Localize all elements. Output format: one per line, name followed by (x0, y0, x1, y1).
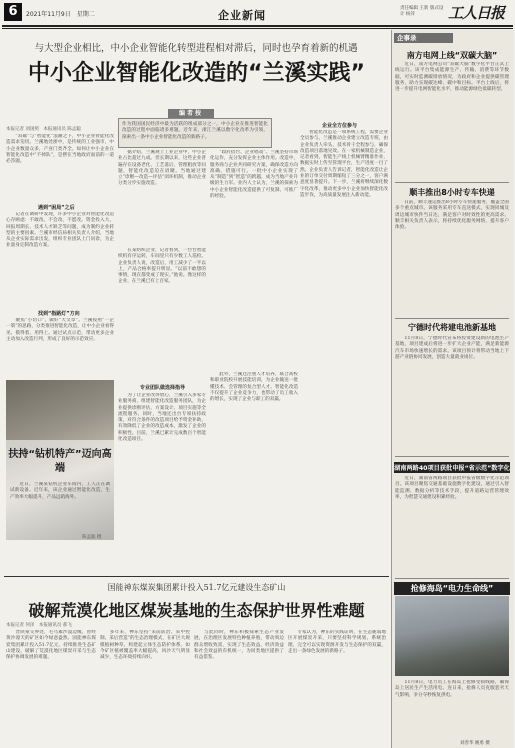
sidebar-item-text: 日前，顺丰速运推出8小时专车快递服务，覆盖全国多个重点城市。该服务采用专车直送模式，实现同城及周边城市快件当日达，满足客户对时效性的更高需求。顺丰相关负责人表示，将持续优化服务网络，提升客户体验。 (395, 200, 509, 231)
col1-subhead-2: 找到“指路灯”方向 (38, 311, 80, 317)
col1-subhead: 遇到“困局”之后 (38, 205, 75, 211)
editor-credits: 责任编辑 王新 版式设计 杨萍 (400, 6, 444, 17)
sidebar-divider (395, 456, 509, 457)
col2-text-block: 据介绍，兰溪规上工业企业中，中小企业占比超过九成。但长期以来，这些企业普遍存在设备老化、工艺落后、管理粗放等问题，智能化改造迫在眉睫。当地通过建立“诊断—改造—评估”闭环机制，推动企业分类分步实施改造。 (118, 150, 206, 187)
editor-note-text: 作为我国国民经济中最为活跃的组成部分之一，中小企业在推进智能化改造的过程中面临诸多难题。近年来，浙江兰溪以数字化改革为引领，探索出一条中小企业智能化改造的新路子。 (122, 122, 268, 140)
s2-col2: 多年来，神东坚持“采前防治、采中控制、采后营造”的生态治理模式，在矿区大规模植树种草，构建起立体生态防护体系。如今矿区植被覆盖率大幅提高，风沙天气明显减少，生态环境持续向好。 (100, 630, 190, 661)
col3-text-block-2: 此外，兰溪还注重人才培养，联合高校和职业院校开展技能培训，为企业输送一批懂技术、会管理的复合型人才。智能化改造不仅提升了企业竞争力，也带动了员工收入的增长，实现了企业与职工的双赢。 (210, 372, 298, 403)
editor-note-box (118, 118, 272, 148)
sidebar-item-text: 近日，湖南省两路项目获批申报省级数字化示范项目。该项目聚焦交通基础设施数字化建设，通过引入智能监测、数据分析等技术手段，提升道路运营管理效率，为智慧交通建设积累经验。 (395, 476, 509, 500)
sidebar-item-title: 宁德时代将建电池新基地 (408, 323, 496, 332)
sidebar-item-text: 11月8日，电力员工在海岛上抢修受损线路，确保岛上居民生产生活用电。连日来，抢修人员克服恶劣天气影响，争分夺秒恢复供电。 (395, 680, 509, 698)
col4-subhead: 企业全方位参与 (322, 123, 358, 129)
main-story-lede: 与大型企业相比，中小企业智能化转型进程相对滞后，同时也孕育着新的机遇 (34, 43, 358, 54)
sidebar-item-text: 11月8日，宁德时代宣布将投资建设新的电池生产基地，项目建成后将进一步扩大企业产能，满足新能源汽车市场快速增长的需求。该项目预计将带动当地上下游产业链协同发展，创造大量就业岗位。 (395, 336, 509, 360)
col2-text-block-3: 为了让企业改得放心，兰溪引入多家专业服务商，组建智能化改造服务团队，为企业提供诊断评估、方案设计、项目实施等全流程服务。同时，当地还出台专项扶持政策，对符合条件的改造项目给予资金补助，有效降低了企业的改造成本，激发了企业的积极性。目前，兰溪已累计完成数百个智能化改造项目。 (118, 393, 206, 443)
second-story-kicker: 国能神东煤炭集团累计投入51.7亿元建设生态矿山 (107, 583, 286, 592)
col2-text-block-2: 在某纺织企业，记者看到，一台台智能织机有序运转，车间里只有少数工人巡检。企业负责人说，改造后，用工减少了一半以上，产品合格率提升明显。“以前不敢想的事情，现在都变成了现实。”他说。像这样的企业，在兰溪已有上百家。 (118, 248, 206, 285)
s2-col3: 与此同时，神东积极探索生态产业发展，在治理区发展特色种植养殖，带动周边群众增收致富，实现了生态效益、经济效益和社会效益的有机统一，为同类地区提供了有益借鉴。 (194, 630, 284, 661)
power-repair-photo (395, 596, 509, 676)
sidebar-divider (395, 578, 509, 579)
page-number: 6 (4, 3, 22, 21)
second-story-byline: 本报记者 何泽 本报通讯员 郝飞 (6, 623, 72, 628)
s2-col1: 晋陕蒙交界处，毛乌素沙漠边缘，曾经黄沙漫天的矿区如今绿意盎然。国能神东煤炭集团累计投入51.7亿元，持续推进生态矿山建设，破解了荒漠化地区煤炭开采与生态保护协调发展的难题。 (6, 630, 96, 661)
story-divider (4, 576, 389, 577)
sidebar-item-title: 南方电网上线“双碳大脑” (406, 51, 498, 60)
col1-text-block: “双碳”与“智能化”浪潮之下，中小企业智能化改造需求迫切。兰溪地处浙中，是传统的工业强市，中小企业数量众多，产业门类齐全。如何让中小企业在智能化改造中“不掉队”，是摆在当地政府面前的一道必答题。 (6, 134, 114, 165)
photo-credit: 陈孟聪 摄 (82, 535, 102, 540)
sidebar-item-title: 抢修海岛“电力生命线” (394, 582, 510, 595)
sidebar-divider (395, 318, 509, 319)
issue-date: 2021年11月9日 星期二 (26, 11, 95, 18)
sidebar-photo-credit: 刘善华 姚勇 摄 (460, 741, 490, 746)
editor-note-title: 编者按 (168, 109, 214, 118)
section-title: 企业新闻 (218, 9, 266, 22)
main-story-byline: 本报记者 刘国照 本报通讯员 陈孟聪 (6, 127, 81, 132)
col4-text-block: 智能化改造是一项系统工程，需要企业全员参与。兰溪推动企业建立改造专班，由企业负责人牵头，技术骨干全程参与，确保改造项目落地见效。在一家机械制造企业，记者看到，智能生产线上机械臂精准作业，数据实时上传至管理平台，生产进度一目了然。企业负责人告诉记者，智能化改造让企业的订单交付周期缩短了三分之一，客户满意度显著提升。下一步，兰溪将继续深化数字化改革，推动更多中小企业加快智能化改造步伐，为高质量发展注入新动能。 (300, 130, 388, 198)
sidebar-tag: 企事录 (394, 33, 453, 43)
second-story-headline: 破解荒漠化地区煤炭基地的生态保护世界性难题 (28, 601, 365, 620)
sidebar-item-title: 湖南两路40项目获批申报“省示范”数字化 (394, 462, 510, 473)
sidebar-item-text: 近日，南方电网公司“双碳大脑”数字化平台正式上线运行。该平台集成能源生产、传输、消费等环节数据，可实时监测碳排放情况，为政府和企业提供碳管理服务，助力实现碳达峰、碳中和目标。平台上线后，将进一步提升电网智能化水平，推动能源绿色低碳转型。 (395, 62, 509, 93)
col3-text-block: “政府搭台、企业唱戏”。兰溪坚持市场化运作，充分发挥企业主体作用。改造中，服务商与企业共同研究方案，确保改造方向准确、措施可行。一批中小企业实现了从“制造”到“智造”的跨越，成为当地产业升级的生力军。业内人士认为，兰溪的探索为中小企业智能化改造提供了可复制、可推广的经验。 (210, 150, 298, 200)
col1-text-block-2: 记者在调研中发现，许多中小企业对智能化改造心存顾虑：不敢改、不会改、不愿改。资金投入大、回报周期长、技术人才缺乏等问题，成为制约企业转型的主要因素。兰溪市经信局相关负责人介绍，当地从企业实际需求出发，组织专业团队上门问诊，为企业量身定制改造方案。 (6, 212, 114, 249)
s2-col4: 专家认为，神东的实践证明，在生态脆弱地区开展煤炭开采，只要坚持科学规划、系统治理，完全可以实现资源开发与生态保护的双赢，走出一条绿色发展的新路子。 (288, 630, 386, 654)
photo-caption-title: 扶持“钻机特产”迈向高端 (8, 449, 112, 474)
header-rule-thin (2, 28, 513, 29)
masthead-logo: 工人日报 (448, 4, 505, 22)
header-rule (2, 25, 513, 27)
sidebar-divider (395, 182, 509, 183)
main-story-headline: 中小企业智能化改造的“兰溪实践” (28, 61, 365, 86)
photo-caption-text: 近日，兰溪某钻机企业车间内，工人正在调试新设备。近年来，该企业通过智能化改造，生产效率大幅提升，产品远销海外。 (10, 482, 110, 500)
sidebar-item-title: 顺丰推出8小时专车快递 (409, 188, 495, 197)
col1-text-block-3: 聚焦“小切口”，做好“大文章”。兰溪按照“一企一策”的思路，分类推进智能化改造，让中小企业看得见、摸得着、用得上。通过试点示范，带动更多企业主动加入改造行列，形成了良好的示范效应。 (6, 318, 114, 342)
col2-subhead: 专业团队做选择指导 (140, 385, 186, 391)
